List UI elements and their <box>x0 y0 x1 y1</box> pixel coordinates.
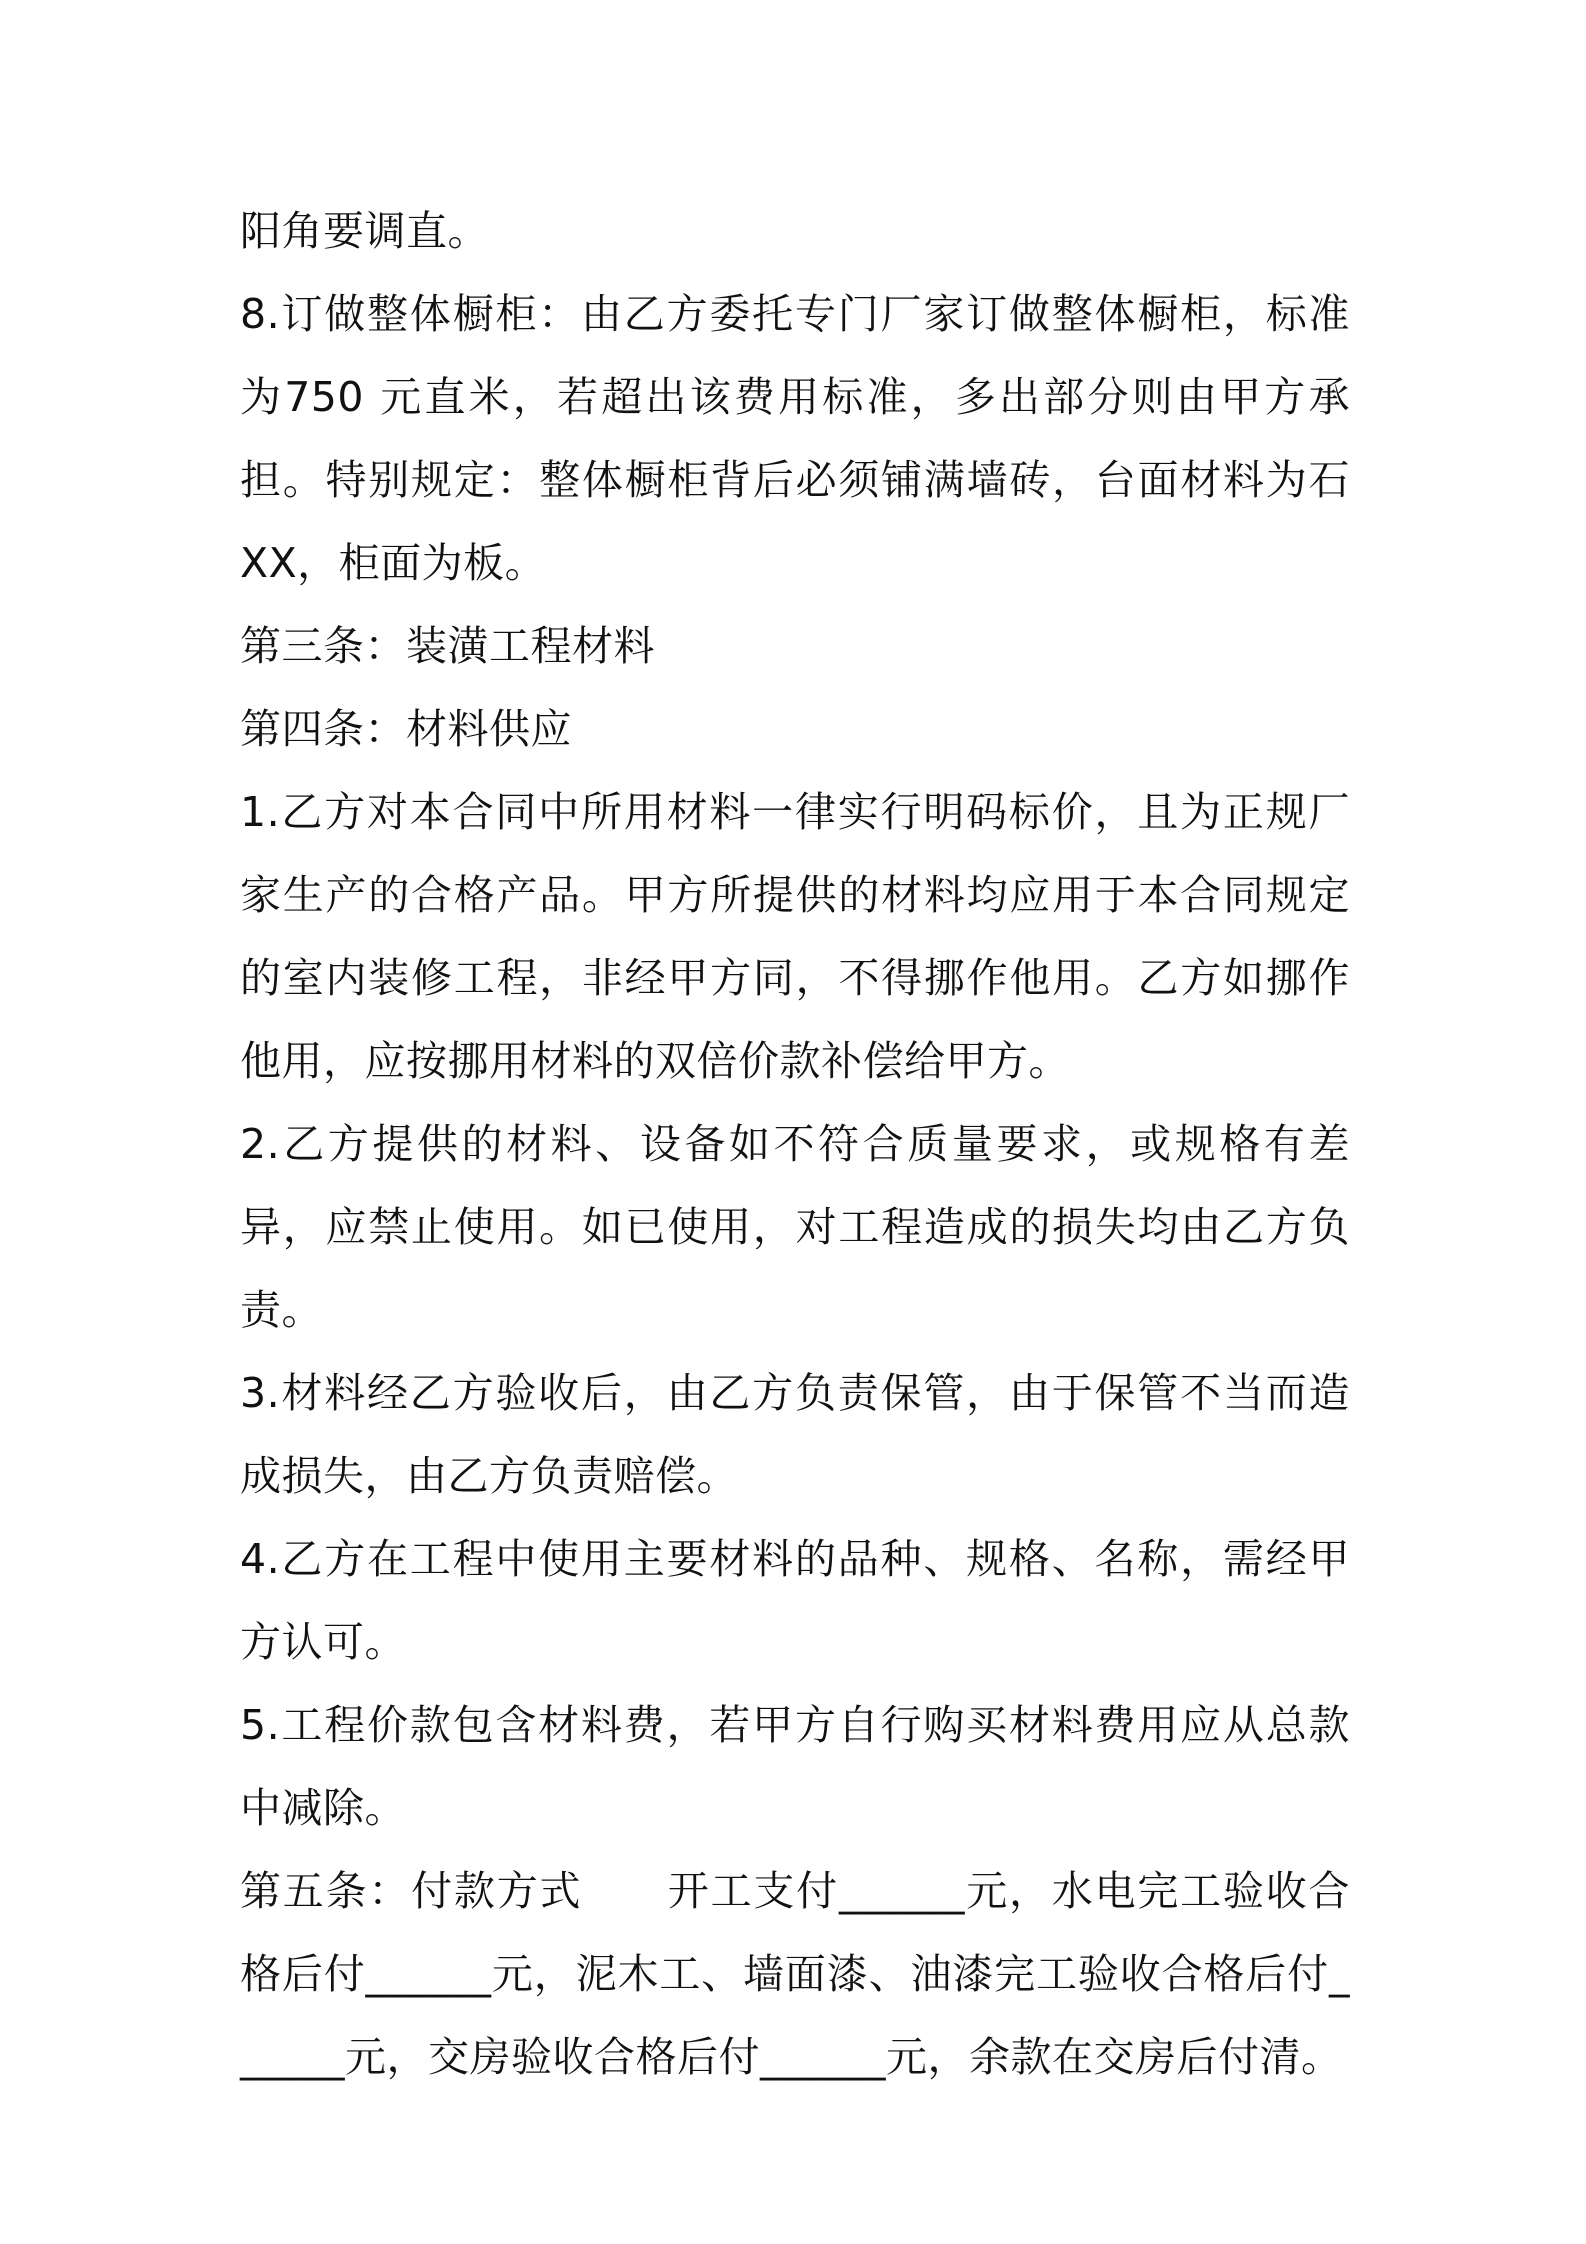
document-body <box>240 190 1350 2099</box>
paragraph-item-4: 4.乙方在工程中使用主要材料的品种、规格、名称，需经甲方认可。 <box>240 1535 1350 1666</box>
paragraph-item-5: 5.工程价款包含材料费，若甲方自行购买材料费用应从总款中减除。 <box>240 1701 1350 1832</box>
article-4-heading: 第四条：材料供应 <box>240 705 572 753</box>
paragraph-item-3: 3.材料经乙方验收后，由乙方负责保管，由于保管不当而造成损失，由乙方负责赔偿。 <box>240 1369 1350 1500</box>
paragraph-item-2: 2.乙方提供的材料、设备如不符合质量要求，或规格有差异，应禁止使用。如已使用，对工程造成的损失均由乙方负责。 <box>240 1120 1350 1334</box>
paragraph-item-1: 1.乙方对本合同中所用材料一律实行明码标价，且为正规厂家生产的合格产品。甲方所提供的材料均应用于本合同规定的室内装修工程，非经甲方同，不得挪作他用。乙方如挪作他用，应按挪用材料的双倍价款补偿给甲方。 <box>240 788 1350 1085</box>
paragraph-continuation: 阳角要调直。 <box>240 207 489 255</box>
article-3-heading: 第三条：装潢工程材料 <box>240 622 655 670</box>
article-5-payment: 第五条：付款方式 开工支付______元，水电完工验收合格后付______元，泥木工、墙面漆、油漆完工验收合格后付______元，交房验收合格后付______元，余款在交房后付清。 <box>240 1867 1350 2081</box>
paragraph-item-8-cabinet: 8.订做整体橱柜：由乙方委托专门厂家订做整体橱柜，标准为750 元直米，若超出该费用标准，多出部分则由甲方承担。特别规定：整体橱柜背后必须铺满墙砖，台面材料为石 XX，柜面为板。 <box>240 290 1350 587</box>
